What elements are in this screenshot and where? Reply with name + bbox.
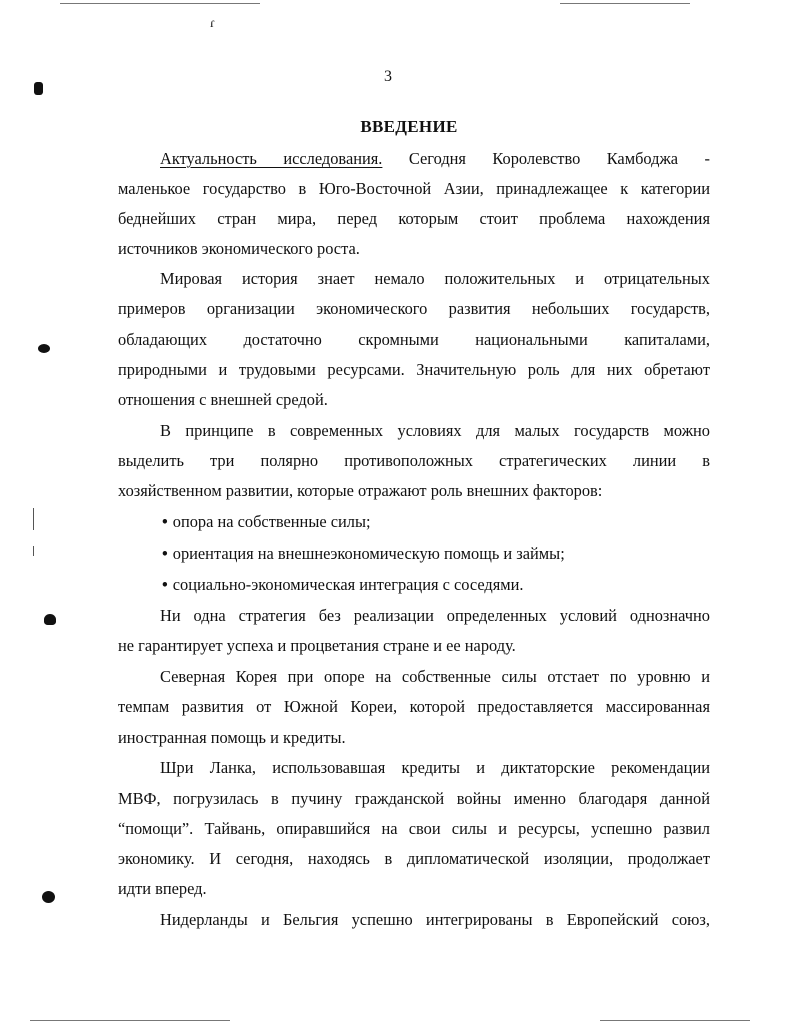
bullet-icon: • — [162, 544, 168, 563]
paragraph-line: хозяйственном развитии, которые отражают роль внешних факторов: — [118, 481, 603, 500]
underlined-heading: Актуальность исследования. — [160, 149, 383, 168]
paragraph-line: Актуальность исследования. Сегодня Королевство Камбоджа - — [160, 149, 710, 168]
bullet-item: • опора на собственные силы; — [162, 512, 371, 531]
paragraph-line: обладающих достаточно скромными национальными капиталами, — [118, 330, 710, 349]
binding-hole-mark — [34, 82, 43, 95]
scan-speck: ɾ — [210, 16, 215, 31]
paragraph-line: источников экономического роста. — [118, 239, 360, 258]
margin-tick — [33, 546, 34, 556]
bullet-icon: • — [162, 512, 168, 531]
bullet-icon: • — [162, 575, 168, 594]
paragraph-line: природными и трудовыми ресурсами. Значительную роль для них обретают — [118, 360, 710, 379]
paragraph-line: беднейших стран мира, перед которым стоит проблема нахождения — [118, 209, 710, 228]
paragraph-line: Мировая история знает немало положительных и отрицательных — [160, 269, 710, 288]
paragraph-line: Нидерланды и Бельгия успешно интегрированы в Европейский союз, — [160, 910, 710, 929]
scan-edge-bottom-left — [30, 1020, 230, 1021]
binding-hole-mark — [38, 344, 50, 353]
paragraph-line: Ни одна стратегия без реализации определенных условий однозначно — [160, 606, 710, 625]
paragraph-line: идти вперед. — [118, 879, 207, 898]
paragraph-line: не гарантирует успеха и процветания стране и ее народу. — [118, 636, 516, 655]
paragraph-line: маленькое государство в Юго-Восточной Азии, принадлежащее к категории — [118, 179, 710, 198]
page-number: 3 — [384, 68, 392, 85]
paragraph-line: Северная Корея при опоре на собственные силы отстает по уровню и — [160, 667, 710, 686]
scan-edge-top-left — [60, 3, 260, 4]
paragraph-line: примеров организации экономического развития небольших государств, — [118, 299, 710, 318]
paragraph-line: МВФ, погрузилась в пучину гражданской войны именно благодаря данной — [118, 789, 710, 808]
bullet-item: • ориентация на внешнеэкономическую помощь и займы; — [162, 544, 565, 563]
paragraph-line: В принципе в современных условиях для малых государств можно — [160, 421, 710, 440]
binding-hole-mark — [44, 614, 56, 625]
paragraph-line: “помощи”. Тайвань, опиравшийся на свои силы и ресурсы, успешно развил — [118, 819, 710, 838]
paragraph-line: темпам развития от Южной Кореи, которой предоставляется массированная — [118, 697, 710, 716]
scan-edge-bottom-right — [600, 1020, 750, 1021]
scan-edge-top-right — [560, 3, 690, 4]
paragraph-line: экономику. И сегодня, находясь в дипломатической изоляции, продолжает — [118, 849, 710, 868]
paragraph-line: Шри Ланка, использовавшая кредиты и диктаторские рекомендации — [160, 758, 710, 777]
section-title: ВВЕДЕНИЕ — [360, 117, 458, 136]
binding-hole-mark — [42, 891, 55, 903]
paragraph-line: выделить три полярно противоположных стратегических линии в — [118, 451, 710, 470]
paragraph-line: иностранная помощь и кредиты. — [118, 728, 346, 747]
margin-tick — [33, 508, 34, 530]
paragraph-line: отношения с внешней средой. — [118, 390, 328, 409]
bullet-item: • социально-экономическая интеграция с соседями. — [162, 575, 524, 594]
